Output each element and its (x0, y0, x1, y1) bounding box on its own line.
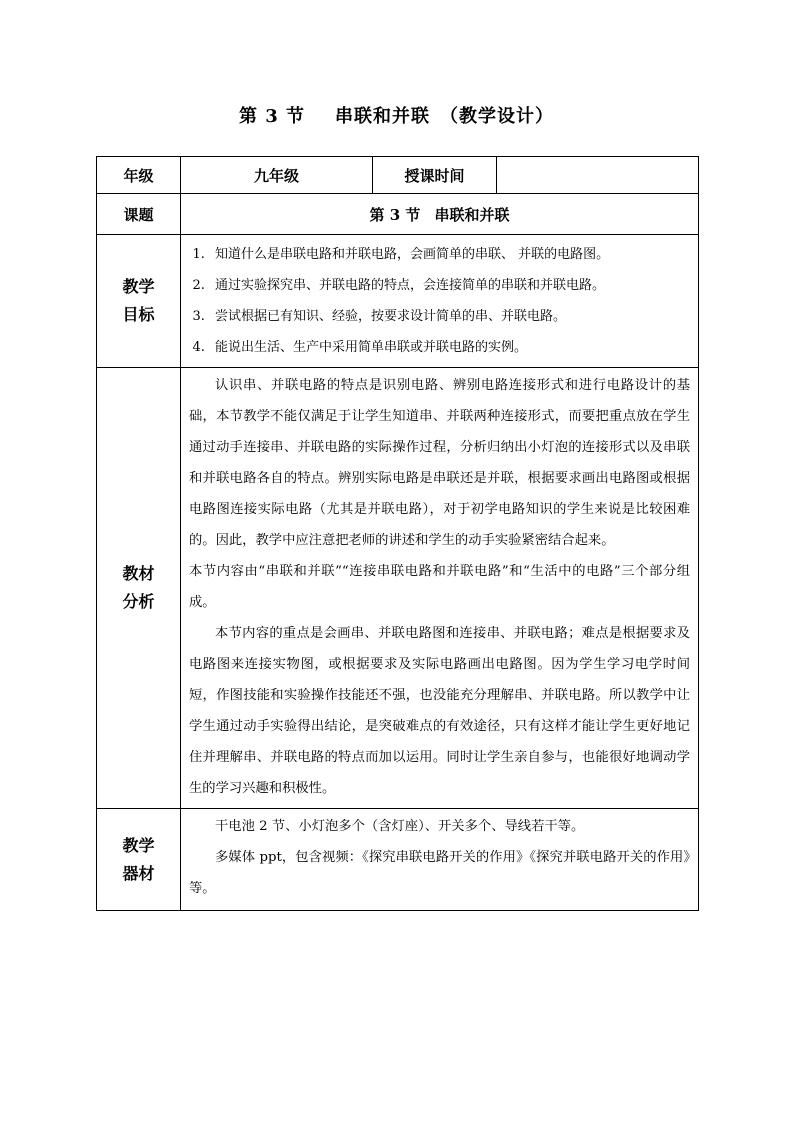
analysis-label-line1: 教材 (122, 564, 155, 583)
goals-list (181, 235, 698, 367)
title-note: （教学设计） (440, 106, 555, 127)
subject-row (97, 194, 699, 235)
grade-value: 九年级 (181, 157, 373, 194)
goal-item: 2. 通过实验探究串、并联电路的特点，会连接简单的串联和并联电路。 (209, 270, 690, 301)
analysis-label-line2: 分析 (122, 592, 155, 611)
title-section-number: 第 3 节 (238, 106, 306, 127)
analysis-paragraph: 认识串、并联电路的特点是识别电路、辨别电路连接形式和进行电路设计的基础，本节教学不能仅满足于让学生知道串、并联两种连接形式，而要把重点放在学生通过动手连接串、并联电路的实际操作过程，分析归纳出小灯泡的连接形式以及串联和并联电路各自的特点。辨别实际电路是串联还是并联，根据要求画出电路图或根据电路图连接实际电路（尤其是并联电路），对于初学电路知识的学生来说是比较困难的。因此，教学中应注意把老师的讲述和学生的动手实验紧密结合起来。 (189, 378, 690, 548)
equipment-row (97, 809, 699, 911)
title-topic: 串联和并联 (335, 106, 431, 127)
equipment-label-line2: 器材 (122, 863, 155, 883)
goals-label-line2: 目标 (122, 305, 155, 324)
equipment-label-line1: 教学 (122, 835, 155, 855)
analysis-paragraph: 本节内容的重点是会画串、并联电路图和连接串、并联电路；难点是根据要求及电路图来连接实物图，或根据要求及实际电路画出电路图。因为学生学习电学时间短，作图技能和实验操作技能还不强，也没能充分理解串、并联电路。所以教学中让学生通过动手实验得出结论，是突破难点的有效途径，只有这样才能让学生更好地记住并理解串、并联电路的特点而加以运用。同时让学生亲自参与，也能很好地调动学生的学习兴趣和积极性。 (189, 626, 690, 796)
analysis-label (97, 368, 181, 809)
time-label: 授课时间 (373, 157, 497, 194)
goal-item: 1. 知道什么是串联电路和并联电路，会画简单的串联、 并联的电路图。 (209, 239, 690, 270)
equipment-paragraph: 多媒体 ppt，包含视频：《探究串联电路开关的作用》《探究并联电路开关的作用》等。 (189, 850, 690, 896)
analysis-row (97, 368, 699, 809)
goals-label (97, 235, 181, 368)
equipment-content (181, 809, 699, 911)
equipment-paragraph: 干电池 2 节、小灯泡多个（含灯座）、开关多个、导线若干等。 (215, 819, 585, 834)
grade-label: 年级 (97, 157, 181, 194)
subject-topic: 串联和并联 (434, 205, 510, 224)
goals-content (181, 235, 699, 368)
subject-value (181, 194, 699, 235)
time-value (497, 157, 699, 194)
analysis-paragraph: 本节内容由“串联和并联”“连接串联电路和并联电路”和“生活中的电路”三个部分组成。 (189, 564, 690, 610)
goals-row (97, 235, 699, 368)
grade-row (97, 157, 699, 194)
analysis-content (181, 368, 699, 809)
lesson-plan-table (96, 156, 699, 911)
goal-item: 3. 尝试根据已有知识、经验，按要求设计简单的串、并联电路。 (209, 301, 690, 332)
document-title (0, 102, 793, 128)
goals-label-line1: 教学 (122, 277, 155, 296)
equipment-label (97, 809, 181, 911)
subject-label: 课题 (97, 194, 181, 235)
subject-section-number: 第 3 节 (369, 205, 421, 224)
goal-item: 4. 能说出生活、生产中采用简单串联或并联电路的实例。 (209, 332, 690, 363)
